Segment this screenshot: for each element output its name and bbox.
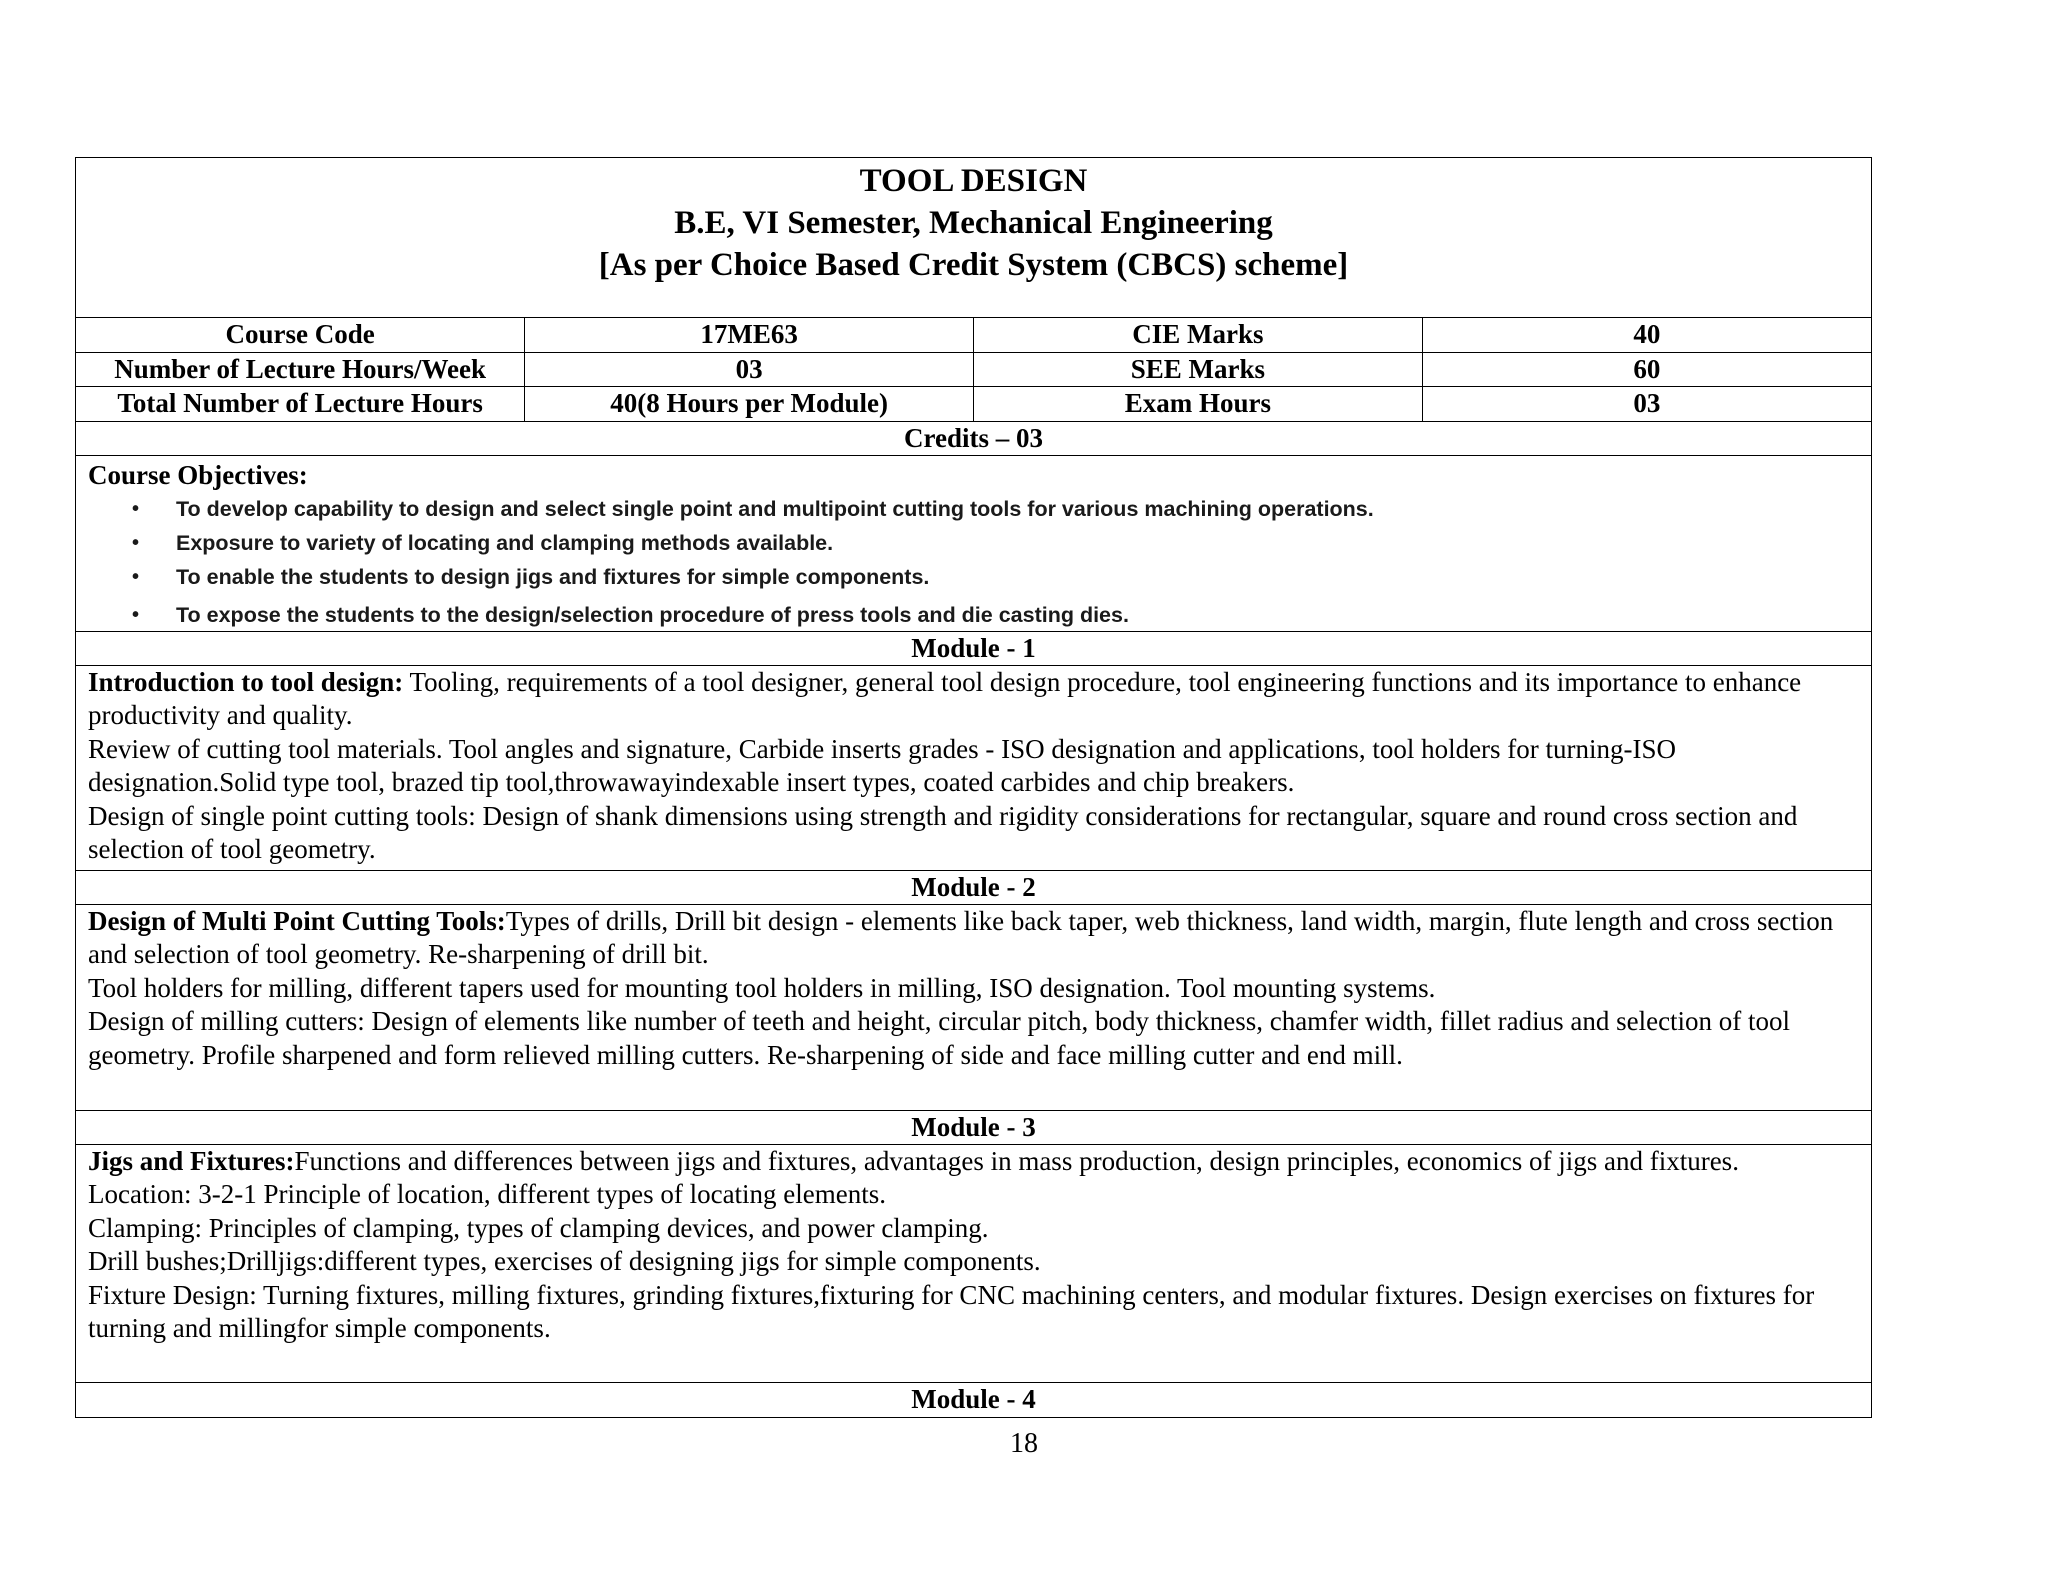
- module-lead-text: Types of drills, Drill bit design - elements like back taper, web thickness, land width, margin, flute length and cross section and selection of tool geometry. Re-sharpening of drill bit.: [88, 905, 1834, 969]
- objectives-list: [88, 492, 1859, 632]
- course-title: TOOL DESIGN: [859, 163, 1088, 199]
- module-heading: Module - 3: [76, 1111, 1871, 1145]
- info-cell: SEE Marks: [974, 352, 1423, 387]
- objective-item: [88, 526, 1859, 560]
- module-heading: Module - 4: [911, 1383, 1036, 1414]
- module-paragraph: Clamping: Principles of clamping, types of clamping devices, and power clamping.: [88, 1212, 989, 1243]
- course-info-table: [76, 318, 1871, 422]
- bullet-icon: •: [132, 497, 140, 520]
- info-row: [76, 318, 1871, 352]
- credits-row: Credits – 03: [76, 422, 1871, 456]
- info-cell: 17ME63: [525, 318, 974, 352]
- module-lead: Design of Multi Point Cutting Tools:: [88, 905, 506, 936]
- info-cell: Number of Lecture Hours/Week: [76, 352, 525, 387]
- document-header: [76, 158, 1871, 318]
- info-cell: Course Code: [76, 318, 525, 352]
- module-content: [76, 1145, 1871, 1383]
- info-cell: 03: [525, 352, 974, 387]
- info-cell: 40(8 Hours per Module): [525, 387, 974, 422]
- syllabus-table: [75, 157, 1872, 1418]
- bullet-icon: •: [132, 531, 140, 554]
- info-cell: CIE Marks: [974, 318, 1423, 352]
- info-row: [76, 352, 1871, 387]
- objective-text: To expose the students to the design/selection procedure of press tools and die casting dies.: [176, 602, 1129, 627]
- module-paragraph: [88, 666, 1859, 733]
- info-row: [76, 387, 1871, 422]
- module-paragraph: [88, 905, 1859, 972]
- objectives-title: Course Objectives:: [88, 459, 308, 490]
- objective-text: To enable the students to design jigs and fixtures for simple components.: [176, 564, 930, 589]
- course-subtitle: B.E, VI Semester, Mechanical Engineering: [674, 205, 1273, 241]
- bullet-icon: •: [132, 603, 140, 626]
- scheme-line: [As per Choice Based Credit System (CBCS) scheme]: [598, 247, 1349, 283]
- module-paragraph: Location: 3-2-1 Principle of location, different types of locating elements.: [88, 1179, 887, 1209]
- module-paragraph: [88, 1145, 1859, 1179]
- info-cell: 40: [1422, 318, 1871, 352]
- objective-text: To develop capability to design and select single point and multipoint cutting tools for various machining operations.: [176, 496, 1374, 521]
- info-cell: Total Number of Lecture Hours: [76, 387, 525, 422]
- objective-item: [88, 492, 1859, 526]
- info-cell: Exam Hours: [974, 387, 1423, 422]
- module-lead-text: Functions and differences between jigs and fixtures, advantages in mass production, design principles, economics of jigs and fixtures.: [294, 1145, 1739, 1176]
- bullet-icon: •: [132, 565, 140, 588]
- objective-text: Exposure to variety of locating and clamping methods available.: [176, 530, 834, 555]
- module-paragraph: Fixture Design: Turning fixtures, milling fixtures, grinding fixtures,fixturing for CNC machining centers, and modular fixtures. Design exercises on fixtures for turning and millingfor simple components.: [88, 1279, 1815, 1343]
- module-lead: Jigs and Fixtures:: [88, 1145, 295, 1176]
- module-lead-text: Tooling, requirements of a tool designer, general tool design procedure, tool engineering functions and its importance to enhance productivity and quality.: [88, 666, 1802, 730]
- module-paragraph: Tool holders for milling, different tapers used for mounting tool holders in milling, ISO designation. Tool mounting systems.: [88, 972, 1436, 1003]
- info-cell: 60: [1422, 352, 1871, 387]
- objective-item: [88, 560, 1859, 594]
- module-paragraph: Design of milling cutters: Design of elements like number of teeth and height, circular pitch, body thickness, chamfer width, fillet radius and selection of tool geometry. Profile sharpened and form relieved milling cutters. Re-sharpening of side and face milling cutter and end mill.: [88, 1006, 1791, 1070]
- module-content: [76, 905, 1871, 1111]
- module-paragraph: Design of single point cutting tools: Design of shank dimensions using strength and rigidity considerations for rectangular, square and round cross section and selection of tool geometry.: [88, 800, 1798, 864]
- objective-item: [88, 598, 1859, 632]
- module-paragraph: Review of cutting tool materials. Tool angles and signature, Carbide inserts grades - ISO designation and applications, tool holders for turning-ISO designation.Solid type tool, brazed tip tool,throwawayindexable insert types, coated carbides and chip breakers.: [88, 733, 1677, 797]
- info-cell: 03: [1422, 387, 1871, 422]
- module-heading: Module - 1: [76, 632, 1871, 666]
- module-heading: Module - 2: [76, 871, 1871, 905]
- module-paragraph: Drill bushes;Drilljigs:different types, exercises of designing jigs for simple components.: [88, 1246, 1041, 1276]
- page-number: 18: [1010, 1428, 1038, 1459]
- module-content: [76, 666, 1871, 871]
- module-lead: Introduction to tool design:: [88, 666, 404, 697]
- course-objectives: [76, 456, 1871, 632]
